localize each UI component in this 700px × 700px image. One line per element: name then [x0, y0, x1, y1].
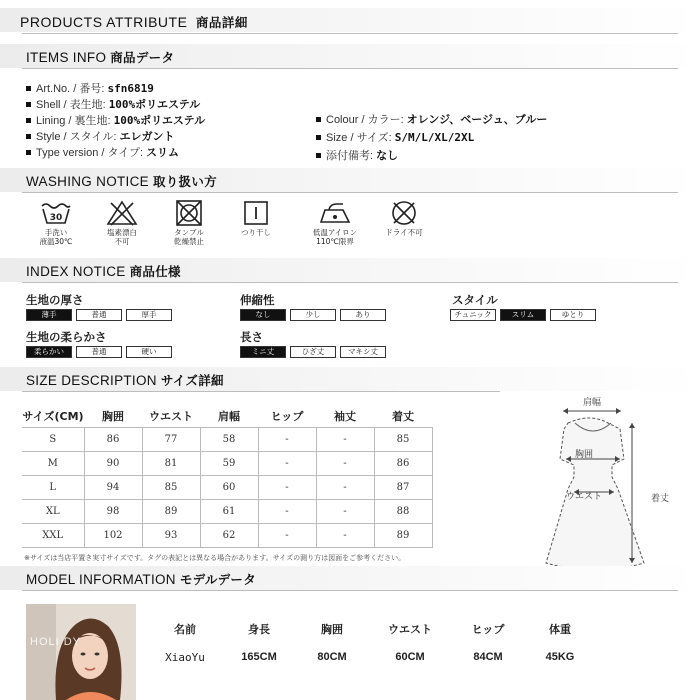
size-cell: XL	[22, 499, 84, 523]
size-note: ※サイズは当店平置き実寸サイズです。タグの表記とは異なる場合があります。サイズの測り方は図面をご参考ください。	[24, 554, 406, 562]
model-divider	[22, 590, 678, 591]
item-info-row	[26, 80, 154, 96]
item-info-value: 100%ポリエステル	[108, 98, 201, 111]
no-bleach-icon	[96, 200, 148, 226]
wash-label: つり干し	[241, 228, 271, 237]
size-header-cell: ウエスト	[149, 409, 193, 423]
wash-label: ドライ不可	[385, 228, 423, 237]
model-value: 45KG	[545, 651, 575, 663]
size-cell: -	[258, 475, 316, 499]
wash-symbol	[30, 200, 82, 246]
washing-title	[26, 172, 217, 190]
size-cell: 86	[84, 427, 142, 451]
wash-label: 手洗い 液温30℃	[39, 228, 73, 246]
size-cell: 90	[84, 451, 142, 475]
items-info-title	[26, 48, 174, 66]
table-row	[22, 451, 432, 475]
model-value: 165CM	[241, 651, 277, 663]
size-header-cell: 袖丈	[334, 409, 356, 423]
index-option-selected: なし	[240, 309, 286, 321]
model-header: 体重	[549, 623, 571, 636]
table-row	[22, 427, 432, 451]
item-info-value: sfn6819	[107, 82, 154, 95]
size-cell: -	[316, 427, 374, 451]
size-cell: XXL	[22, 523, 84, 547]
page-title-jp: 商品詳細	[195, 15, 248, 30]
bullet-icon	[316, 135, 321, 140]
size-cell: -	[316, 451, 374, 475]
size-divider	[22, 391, 500, 392]
index-option: チュニック	[450, 309, 496, 321]
index-option: 普通	[76, 346, 122, 358]
item-info-row	[26, 96, 200, 112]
diagram-shoulder-label: 肩幅	[582, 398, 602, 408]
size-title-jp: サイズ詳細	[160, 373, 224, 388]
index-option: 厚手	[126, 309, 172, 321]
model-value: 60CM	[395, 651, 425, 663]
size-cell: 88	[374, 499, 432, 523]
item-info-label: 添付備考:	[326, 150, 374, 162]
svg-text:30: 30	[49, 213, 63, 223]
item-info-value: 100%ポリエステル	[113, 114, 206, 127]
item-info-value: なし	[376, 149, 399, 162]
index-group-label: 生地の厚さ	[26, 293, 84, 307]
size-cell: M	[22, 451, 84, 475]
item-info-label: Shell / 表生地:	[36, 99, 106, 111]
index-option-selected: ミニ丈	[240, 346, 286, 358]
item-info-value: スリム	[146, 146, 180, 159]
item-info-value: エレガント	[119, 130, 175, 143]
index-option-selected: 薄手	[26, 309, 72, 321]
wash-symbol	[309, 200, 361, 246]
size-cell: -	[316, 523, 374, 547]
wash-symbol	[230, 200, 282, 237]
item-info-row	[26, 144, 179, 160]
items-info-title-jp: 商品データ	[110, 50, 175, 65]
size-cell: 89	[374, 523, 432, 547]
model-title-en: MODEL INFORMATION	[26, 572, 176, 587]
item-info-value: オレンジ、ベージュ、ブルー	[406, 113, 548, 126]
size-cell: -	[258, 427, 316, 451]
index-option: 普通	[76, 309, 122, 321]
washing-title-jp: 取り扱い方	[152, 174, 217, 189]
index-group-label: 生地の柔らかさ	[26, 330, 107, 344]
item-info-label: Style / スタイル:	[36, 131, 117, 143]
size-cell: 94	[84, 475, 142, 499]
size-cell: 87	[374, 475, 432, 499]
item-info-row	[316, 147, 398, 163]
table-row	[22, 499, 432, 523]
size-cell: 102	[84, 523, 142, 547]
model-title	[26, 570, 256, 588]
wash-label: 低温アイロン 110℃限界	[312, 228, 358, 246]
items-info-divider	[22, 68, 678, 69]
size-title	[26, 371, 224, 389]
size-cell: 93	[142, 523, 200, 547]
size-header-cell: 肩幅	[218, 409, 240, 423]
item-info-label: Art.No. / 番号:	[36, 83, 105, 95]
index-option-selected: 柔らかい	[26, 346, 72, 358]
no-dry-clean-icon	[378, 200, 430, 226]
size-cell: L	[22, 475, 84, 499]
size-header-cell: ヒップ	[270, 409, 304, 423]
bullet-icon	[26, 150, 31, 155]
index-group-label: 長さ	[240, 330, 263, 344]
size-header-cell: サイズ(CM)	[22, 409, 84, 423]
size-cell: 62	[200, 523, 258, 547]
index-group-label: スタイル	[452, 293, 498, 307]
wash-symbol	[163, 200, 215, 246]
index-group-label: 伸縮性	[240, 293, 275, 307]
size-cell: 59	[200, 451, 258, 475]
size-cell: 61	[200, 499, 258, 523]
bullet-icon	[26, 86, 31, 91]
size-cell: 60	[200, 475, 258, 499]
page-title-en: PRODUCTS ATTRIBUTE	[20, 14, 188, 30]
model-title-jp: モデルデータ	[179, 572, 257, 587]
wash-symbol	[378, 200, 430, 237]
index-option-selected: スリム	[500, 309, 546, 321]
item-info-label: Size / サイズ:	[326, 132, 392, 144]
index-option: 硬い	[126, 346, 172, 358]
item-info-value: S/M/L/XL/2XL	[394, 131, 475, 144]
model-value: 84CM	[473, 651, 503, 663]
index-title-jp: 商品仕様	[129, 264, 181, 279]
item-info-label: Lining / 裏生地:	[36, 115, 111, 127]
wash-label: タンブル 乾燥禁止	[174, 228, 204, 246]
diagram-length-label: 着丈	[650, 494, 670, 504]
size-cell: -	[258, 451, 316, 475]
size-cell: -	[258, 523, 316, 547]
table-row	[22, 523, 432, 547]
items-info-title-en: ITEMS INFO	[26, 50, 107, 65]
dress-diagram	[520, 395, 690, 585]
size-cell: 81	[142, 451, 200, 475]
washing-divider	[22, 192, 678, 193]
index-option: マキシ丈	[340, 346, 386, 358]
index-title	[26, 262, 181, 280]
size-cell: 86	[374, 451, 432, 475]
model-header: ヒップ	[471, 623, 505, 636]
model-header: 名前	[174, 623, 196, 636]
index-option: 少し	[290, 309, 336, 321]
model-header: ウエスト	[388, 623, 432, 636]
index-title-en: INDEX NOTICE	[26, 264, 126, 279]
page-title	[20, 13, 248, 31]
size-table-header	[22, 405, 432, 427]
size-cell: -	[316, 499, 374, 523]
wash-30-icon	[30, 200, 82, 226]
no-tumble-dry-icon	[163, 200, 215, 226]
index-option: ひざ丈	[290, 346, 336, 358]
bullet-icon	[26, 134, 31, 139]
item-info-row	[316, 129, 474, 145]
washing-title-en: WASHING NOTICE	[26, 174, 149, 189]
wash-symbol	[96, 200, 148, 246]
line-dry-icon	[230, 200, 282, 226]
size-table	[22, 405, 433, 548]
size-cell: 77	[142, 427, 200, 451]
size-header-cell: 着丈	[392, 409, 414, 423]
item-info-label: Type version / タイプ:	[36, 147, 144, 159]
model-header: 胸囲	[321, 623, 343, 636]
model-value: XiaoYu	[165, 651, 205, 664]
size-cell: -	[316, 475, 374, 499]
size-cell: 58	[200, 427, 258, 451]
item-info-label: Colour / カラー:	[326, 114, 404, 126]
size-cell: S	[22, 427, 84, 451]
bullet-icon	[26, 118, 31, 123]
photo-watermark: HOLI DY	[30, 636, 82, 648]
size-title-en: SIZE DESCRIPTION	[26, 373, 157, 388]
index-divider	[22, 282, 678, 283]
bullet-icon	[26, 102, 31, 107]
model-header: 身長	[248, 623, 270, 636]
size-cell: 98	[84, 499, 142, 523]
index-option: ゆとり	[550, 309, 596, 321]
size-cell: 85	[142, 475, 200, 499]
bullet-icon	[316, 153, 321, 158]
iron-low-icon	[309, 200, 361, 226]
item-info-row	[26, 112, 205, 128]
wash-label: 塩素漂白 不可	[107, 228, 137, 246]
bullet-icon	[316, 117, 321, 122]
model-photo	[26, 604, 136, 700]
diagram-waist-label: ウエスト	[565, 492, 603, 502]
model-value: 80CM	[317, 651, 347, 663]
size-cell: 89	[142, 499, 200, 523]
size-cell: -	[258, 499, 316, 523]
index-option: あり	[340, 309, 386, 321]
header-divider	[22, 33, 678, 34]
item-info-row	[26, 128, 174, 144]
diagram-chest-label: 胸囲	[574, 450, 594, 460]
size-header-cell: 胸囲	[102, 409, 124, 423]
size-cell: 85	[374, 427, 432, 451]
item-info-row	[316, 111, 547, 127]
table-row	[22, 475, 432, 499]
